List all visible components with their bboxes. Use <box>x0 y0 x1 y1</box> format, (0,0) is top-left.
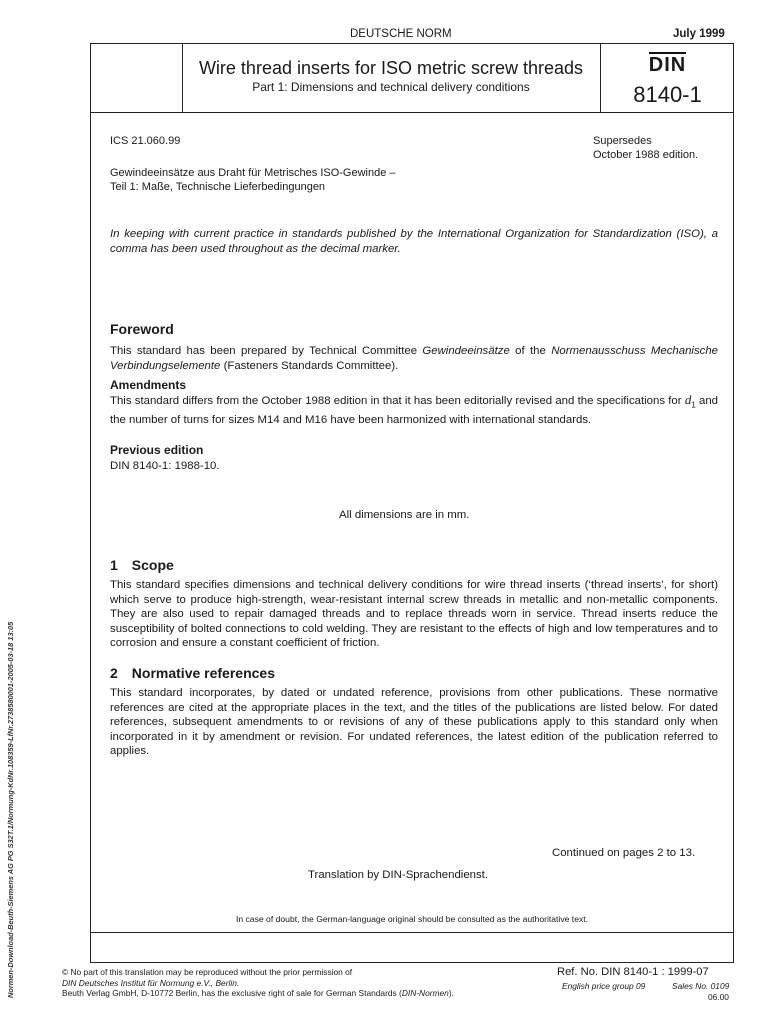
din-mark: DIN <box>648 54 687 76</box>
download-stamp: Normen-Download-Beuth-Siemens AG PG S32T.1/Normung-KdNr.108359-LfNr.2738580001-2005-03-18 13:05 <box>6 621 15 998</box>
scope-heading: 1 Scope <box>110 557 174 573</box>
copyright-line-1: © No part of this translation may be reproduced without the prior permission of <box>62 967 353 977</box>
foreword-heading: Foreword <box>110 321 174 337</box>
german-title-line-2: Teil 1: Maße, Technische Lieferbedingungen <box>110 181 326 193</box>
authoritative-text-note: In case of doubt, the German-language original should be consulted as the authoritative text. <box>235 914 589 924</box>
previous-edition-heading: Previous edition <box>110 443 204 457</box>
document-title: Wire thread inserts for ISO metric screw threads <box>198 58 584 78</box>
dimensions-note: All dimensions are in mm. <box>339 509 470 521</box>
document-type: DEUTSCHE NORM <box>350 28 452 40</box>
sales-number: Sales No. 0109 <box>672 981 730 991</box>
amendments-heading: Amendments <box>110 378 187 392</box>
reference-number: Ref. No. DIN 8140-1 : 1999-07 <box>557 966 709 978</box>
normative-references-text: This standard incorporates, by dated or undated reference, provisions from other publications. These normative references are cited at the appropriate places in the text, and the titles of the publications are listed below. For dated references, subsequent amendments to or revisions of any of these publications apply to this standard only when incorporated in it by amendment or revision. For undated references, the latest edition of the publication referred to applies. <box>110 687 718 758</box>
title-box-left-divider <box>182 43 183 112</box>
continued-note: Continued on pages 2 to 13. <box>552 847 696 859</box>
foreword-text: This standard has been prepared by Technical Committee Gewindeeinsätze of the Normenausschuss Mechanische Verbindungselemente (Fasteners Standards Committee). <box>110 345 719 372</box>
normative-references-heading: 2 Normative references <box>110 665 275 681</box>
copyright-line-2: DIN Deutsches Institut für Normung e.V., Berlin. <box>62 977 240 988</box>
document-subtitle: Part 1: Dimensions and technical delivery conditions <box>252 80 530 94</box>
copyright-line-3: Beuth Verlag GmbH, D-10772 Berlin, has the exclusive right of sale for German Standards (DIN-Normen). <box>62 988 454 998</box>
translation-credit: Translation by DIN-Sprachendienst. <box>308 869 489 881</box>
din-label <box>601 54 734 77</box>
decimal-marker-note: In keeping with current practice in standards published by the International Organization for Standardization (ISO), a comma has been used throughout as the decimal marker. <box>110 228 718 255</box>
publication-date: July 1999 <box>673 28 725 40</box>
ics-code: ICS 21.060.99 <box>110 135 181 147</box>
copyright-notice <box>62 967 532 999</box>
footer-rule <box>90 932 734 933</box>
supersedes-label: Supersedes <box>593 135 652 147</box>
din-number: 8140-1 <box>633 82 702 107</box>
title-box-bottom-rule <box>90 112 734 113</box>
previous-edition-text: DIN 8140-1: 1988-10. <box>110 460 220 472</box>
german-title-line-1: Gewindeeinsätze aus Draht für Metrisches ISO-Gewinde – <box>110 167 396 179</box>
date-code: 06.00 <box>708 992 729 1002</box>
price-group: English price group 09 <box>562 981 646 991</box>
amendments-text: This standard differs from the October 1988 edition in that it has been editorially revised and the specifications for $d_1$ and the number of turns for sizes M14 and M16 have been harmonized with international standards. <box>110 392 719 426</box>
scope-text: This standard specifies dimensions and technical delivery conditions for wire thread inserts (‘thread inserts’, for short) which serve to produce high-strength, wear-resistant internal screw threads in metallic and non-metallic components. They are also used to repair damaged threads and to replace threads worn in service. Thread inserts reduce the susceptibility of bolted connections to cold welding. They are resistant to the effects of high and low temperatures and to corrosion and ensure a constant coefficient of friction. <box>110 579 718 650</box>
supersedes-edition: October 1988 edition. <box>593 149 699 161</box>
